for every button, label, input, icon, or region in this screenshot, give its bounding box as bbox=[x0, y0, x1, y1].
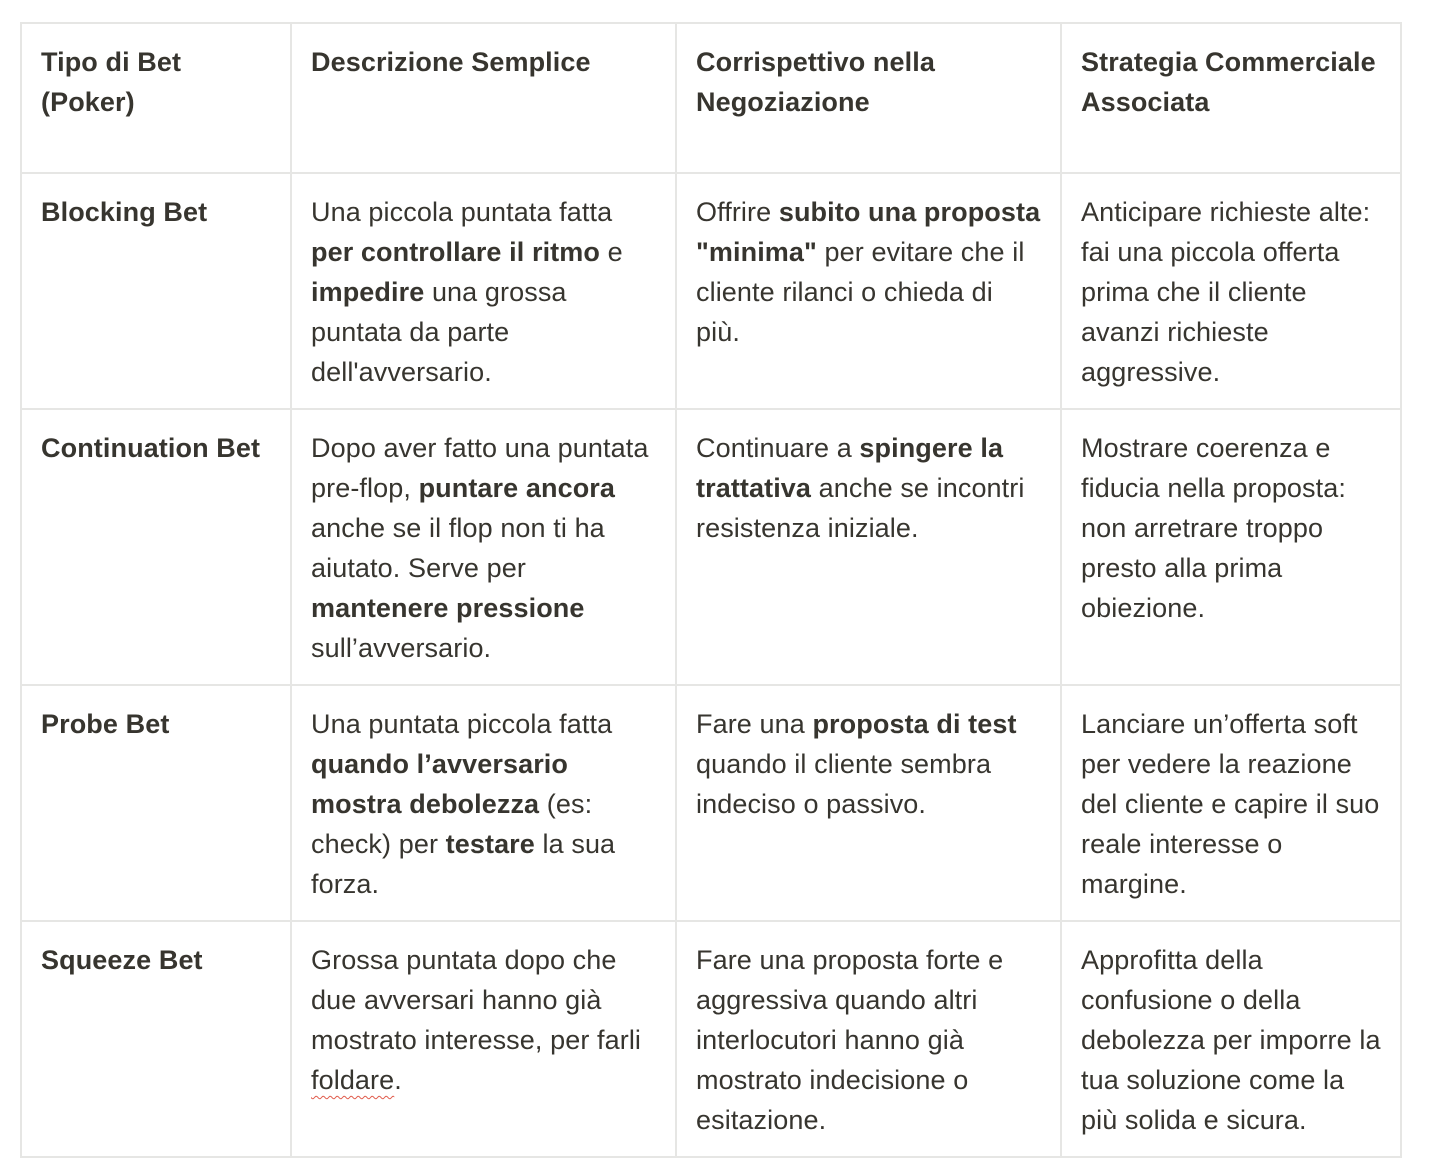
table-row bbox=[21, 173, 1401, 409]
header-bet-type: Tipo di Bet (Poker) bbox=[21, 23, 291, 173]
emphasis-text: subito una proposta "minima" bbox=[696, 197, 1041, 267]
emphasis-text: spingere la trattativa bbox=[696, 433, 1004, 503]
table-row bbox=[21, 409, 1401, 685]
text-run: Approfitta della confusione o della debolezza per imporre la tua soluzione come la più solida e sicura. bbox=[1081, 945, 1381, 1135]
table-row bbox=[21, 921, 1401, 1157]
text-run: anche se il flop non ti ha aiutato. Serve per bbox=[311, 513, 605, 583]
text-run: Una piccola puntata fatta bbox=[311, 197, 613, 227]
spellcheck-flagged-word: foldare bbox=[311, 1065, 395, 1095]
text-run: sull’avversario. bbox=[311, 633, 492, 663]
cell-description bbox=[291, 173, 676, 409]
cell-negotiation bbox=[676, 685, 1061, 921]
text-run: una grossa puntata da parte dell'avversario. bbox=[311, 277, 567, 387]
table-header-row bbox=[21, 23, 1401, 173]
cell-bet-type: Probe Bet bbox=[21, 685, 291, 921]
poker-negotiation-table bbox=[20, 22, 1402, 1158]
text-run: . bbox=[394, 1065, 402, 1095]
text-run: Lanciare un’offerta soft per vedere la reazione del cliente e capire il suo reale interesse o margine. bbox=[1081, 709, 1380, 899]
cell-strategy bbox=[1061, 685, 1401, 921]
text-run: Mostrare coerenza e fiducia nella proposta: non arretrare troppo presto alla prima obiezione. bbox=[1081, 433, 1346, 623]
cell-negotiation bbox=[676, 173, 1061, 409]
emphasis-text: quando l’avversario mostra debolezza bbox=[311, 749, 568, 819]
header-strategy: Strategia Commerciale Associata bbox=[1061, 23, 1401, 173]
cell-strategy bbox=[1061, 173, 1401, 409]
cell-strategy bbox=[1061, 409, 1401, 685]
text-run: Fare una bbox=[696, 709, 813, 739]
text-run: Fare una proposta forte e aggressiva quando altri interlocutori hanno già mostrato indecisione o esitazione. bbox=[696, 945, 1004, 1135]
header-description: Descrizione Semplice bbox=[291, 23, 676, 173]
text-run: e bbox=[599, 237, 623, 267]
text-run: Dopo aver fatto una puntata pre-flop, bbox=[311, 433, 649, 503]
cell-description bbox=[291, 921, 676, 1157]
header-negotiation: Corrispettivo nella Negoziazione bbox=[676, 23, 1061, 173]
emphasis-text: impedire bbox=[311, 277, 425, 307]
text-run: Offrire bbox=[696, 197, 779, 227]
emphasis-text: per controllare il ritmo bbox=[311, 237, 600, 267]
cell-strategy bbox=[1061, 921, 1401, 1157]
cell-bet-type: Continuation Bet bbox=[21, 409, 291, 685]
text-run: Una puntata piccola fatta bbox=[311, 709, 613, 739]
cell-negotiation bbox=[676, 409, 1061, 685]
text-run: Anticipare richieste alte: fai una piccola offerta prima che il cliente avanzi richieste aggressive. bbox=[1081, 197, 1371, 387]
emphasis-text: puntare ancora bbox=[418, 473, 616, 503]
cell-bet-type: Squeeze Bet bbox=[21, 921, 291, 1157]
text-run: anche se incontri resistenza iniziale. bbox=[696, 473, 1025, 543]
emphasis-text: testare bbox=[445, 829, 535, 859]
emphasis-text: proposta di test bbox=[812, 709, 1017, 739]
text-run: per evitare che il cliente rilanci o chieda di più. bbox=[696, 237, 1025, 347]
text-run: Grossa puntata dopo che due avversari hanno già mostrato interesse, per farli bbox=[311, 945, 642, 1055]
emphasis-text: mantenere pressione bbox=[311, 593, 585, 623]
text-run: quando il cliente sembra indeciso o passivo. bbox=[696, 749, 992, 819]
text-run: la sua forza. bbox=[311, 829, 616, 899]
cell-description bbox=[291, 685, 676, 921]
table-row bbox=[21, 685, 1401, 921]
cell-description bbox=[291, 409, 676, 685]
text-run: (es: check) per bbox=[311, 789, 593, 859]
text-run: Continuare a bbox=[696, 433, 860, 463]
cell-bet-type: Blocking Bet bbox=[21, 173, 291, 409]
cell-negotiation bbox=[676, 921, 1061, 1157]
